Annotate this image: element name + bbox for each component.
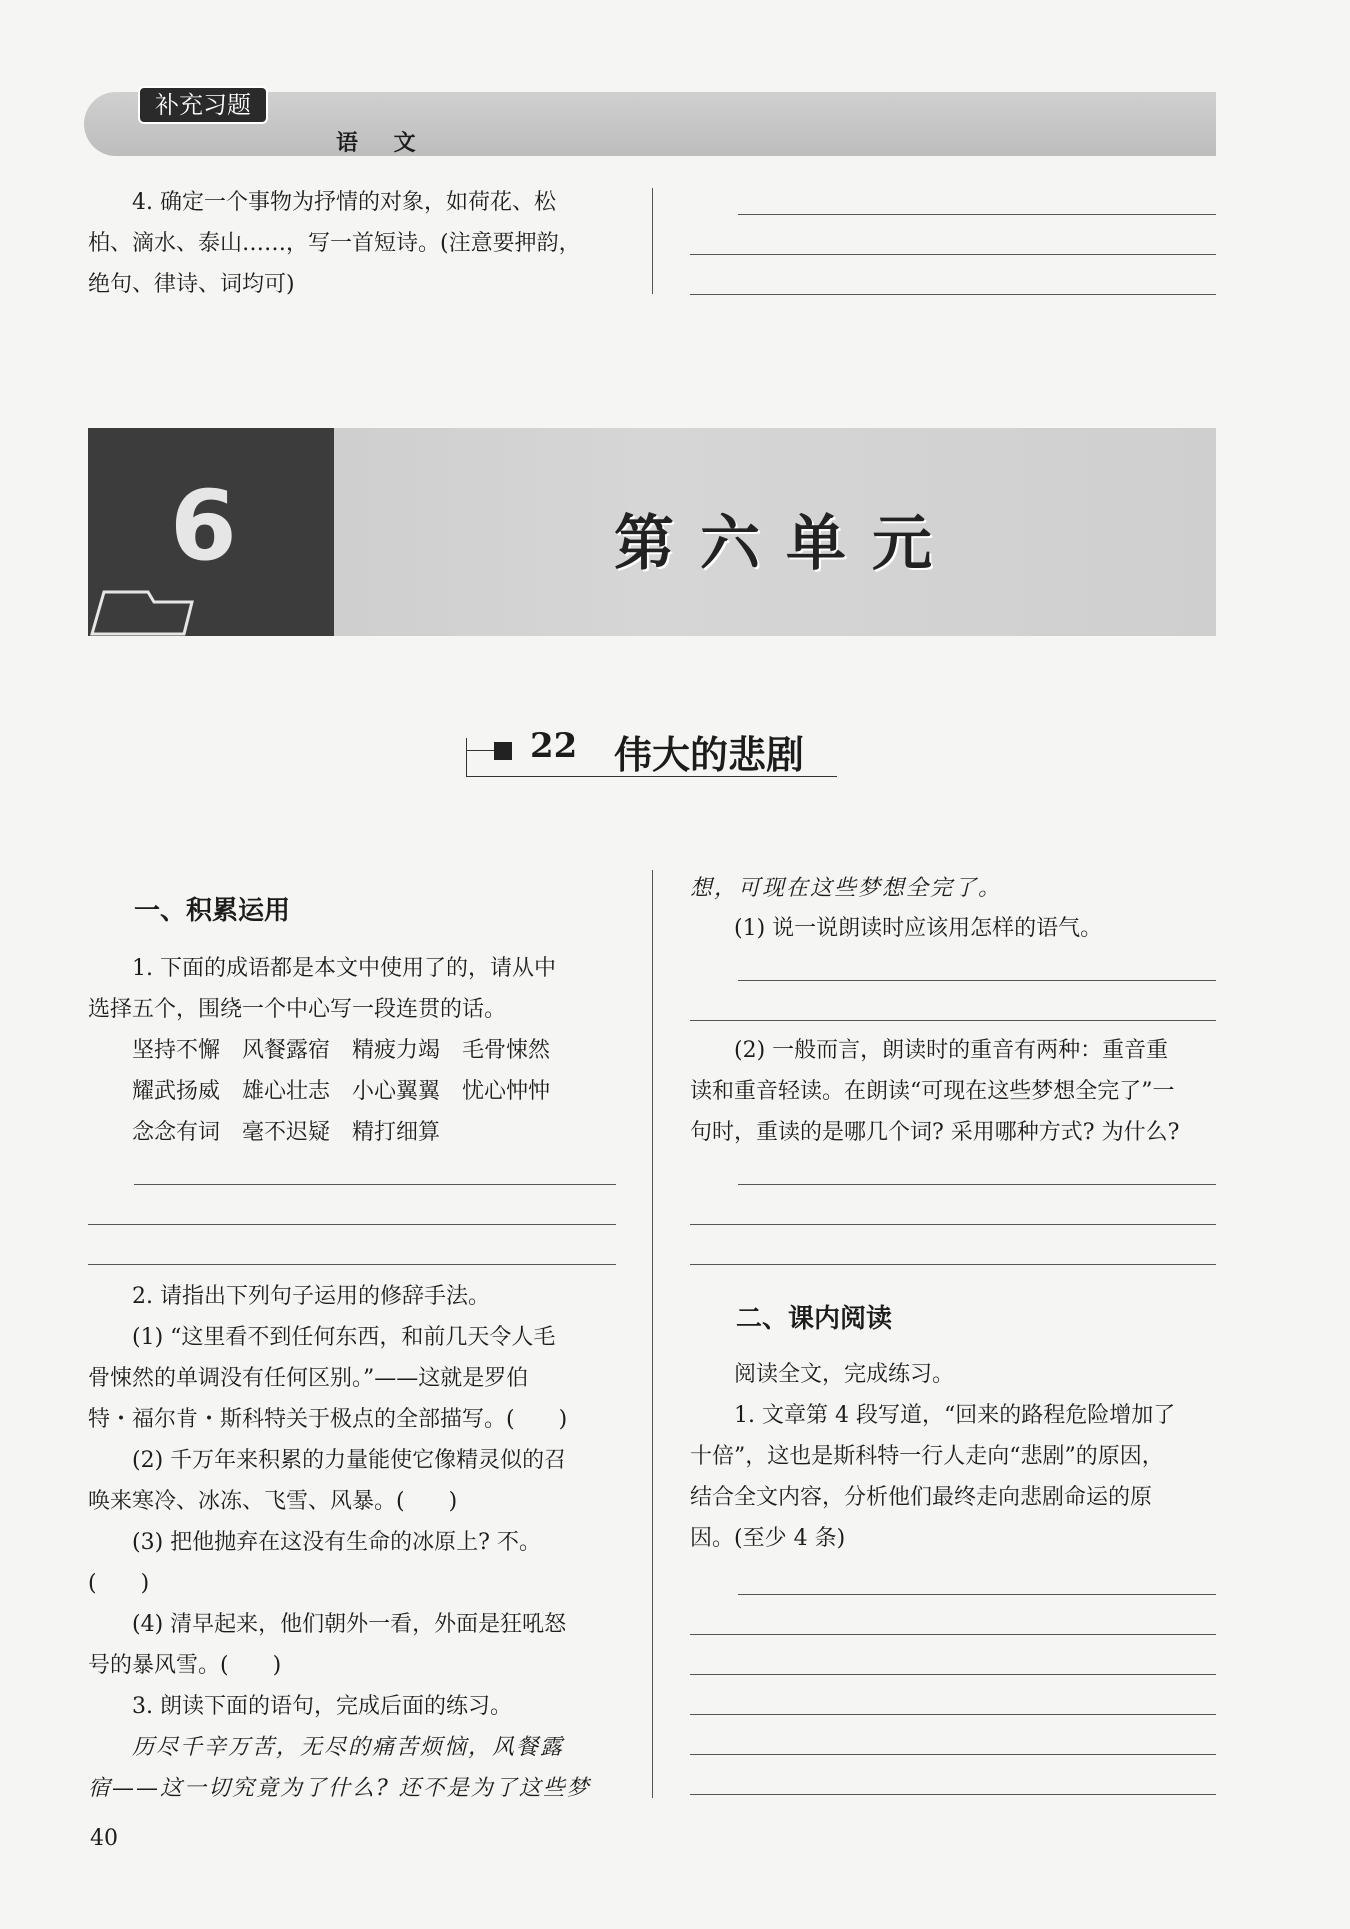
idiom-row: 耀武扬威 雄心壮志 小心翼翼 忧心忡忡 [132,1079,551,1104]
text-line: 绝句、律诗、词均可) [88,272,295,297]
answer-line [134,1184,616,1185]
text-line: 因。(至少 4 条) [690,1526,846,1551]
text-line: 句时，重读的是哪几个词? 采用哪种方式? 为什么? [690,1120,1180,1145]
text-line: (3) 把他抛弃在这没有生命的冰原上? 不。 [132,1530,541,1555]
column-divider [652,188,653,294]
answer-line [690,1674,1216,1675]
header-subject: 语 文 [336,131,430,156]
answer-line [88,1224,616,1225]
answer-line [690,1224,1216,1225]
text-line: 1. 下面的成语都是本文中使用了的，请从中 [132,956,556,981]
square-icon [494,742,512,760]
unit-title: 第六单元 [614,509,958,579]
question-2 [88,1276,616,1809]
sub-question-1: (1) 说一说朗读时应该用怎样的语气。 [734,916,1103,941]
lesson-number: 22 [530,726,578,766]
text-line: 阅读全文，完成练习。 [734,1362,955,1387]
text-line: 号的暴风雪。( ) [88,1653,282,1678]
text-line: 特・福尔肯・斯科特关于极点的全部描写。( ) [88,1407,568,1432]
answer-line [88,1264,616,1265]
text-line: 读和重音轻读。在朗读“可现在这些梦想全完了”一 [690,1079,1175,1104]
quote-line: 历尽千辛万苦，无尽的痛苦烦恼，风餐露 [132,1735,565,1760]
text-line: 骨悚然的单调没有任何区别。”——这就是罗伯 [88,1366,529,1391]
quote-end: 想，可现在这些梦想全完了。 [690,876,1003,901]
answer-line [690,294,1216,295]
text-line: 2. 请指出下列句子运用的修辞手法。 [132,1284,490,1309]
sub-question-2 [690,1030,1218,1153]
answer-line [690,1794,1216,1795]
section-title: 二、课内阅读 [736,1304,893,1334]
answer-line [738,214,1216,215]
answer-line [690,1264,1216,1265]
answer-line [690,1020,1216,1021]
answer-line [690,1634,1216,1635]
answer-line [738,1594,1216,1595]
text-line: 结合全文内容，分析他们最终走向悲剧命运的原 [690,1485,1153,1510]
lesson-title: 伟大的悲剧 [614,732,805,777]
text-line: 柏、滴水、泰山……，写一首短诗。(注意要押韵， [88,231,581,256]
text-line: (4) 清早起来，他们朝外一看，外面是狂吼怒 [132,1612,567,1637]
text-line: 选择五个，围绕一个中心写一段连贯的话。 [88,997,507,1022]
section-title: 一、积累运用 [134,896,291,926]
text-line: (2) 千万年来积累的力量能使它像精灵似的召 [132,1448,567,1473]
idiom-row: 坚持不懈 风餐露宿 精疲力竭 毛骨悚然 [132,1038,551,1063]
top-question [88,182,616,305]
column-divider [652,870,653,1798]
unit-number: 6 [170,470,237,582]
answer-line [738,980,1216,981]
text-line: 唤来寒冷、冰冻、飞雪、风暴。( ) [88,1489,458,1514]
question-1 [88,948,616,1153]
folder-icon [88,580,198,636]
text-line: 4. 确定一个事物为抒情的对象，如荷花、松 [132,190,556,215]
text-line: ( ) [88,1571,150,1596]
text-line: (2) 一般而言，朗读时的重音有两种：重音重 [734,1038,1169,1063]
text-line: (1) “这里看不到任何东西，和前几天令人毛 [132,1325,556,1350]
answer-line [690,1714,1216,1715]
lesson-title-dash [466,750,494,751]
header-tag: 补充习题 [138,86,268,124]
quote-line: 宿——这一切究竟为了什么? 还不是为了这些梦 [88,1776,591,1801]
answer-line [690,1754,1216,1755]
idiom-row: 念念有词 毫不迟疑 精打细算 [132,1120,441,1145]
text-line: 十倍”，这也是斯科特一行人走向“悲剧”的原因， [690,1444,1164,1469]
page-number: 40 [90,1826,118,1851]
text-line: 1. 文章第 4 段写道，“回来的路程危险增加了 [734,1403,1176,1428]
answer-line [690,254,1216,255]
text-line: 3. 朗读下面的语句，完成后面的练习。 [132,1694,512,1719]
answer-line [738,1184,1216,1185]
reading-question [690,1354,1218,1559]
